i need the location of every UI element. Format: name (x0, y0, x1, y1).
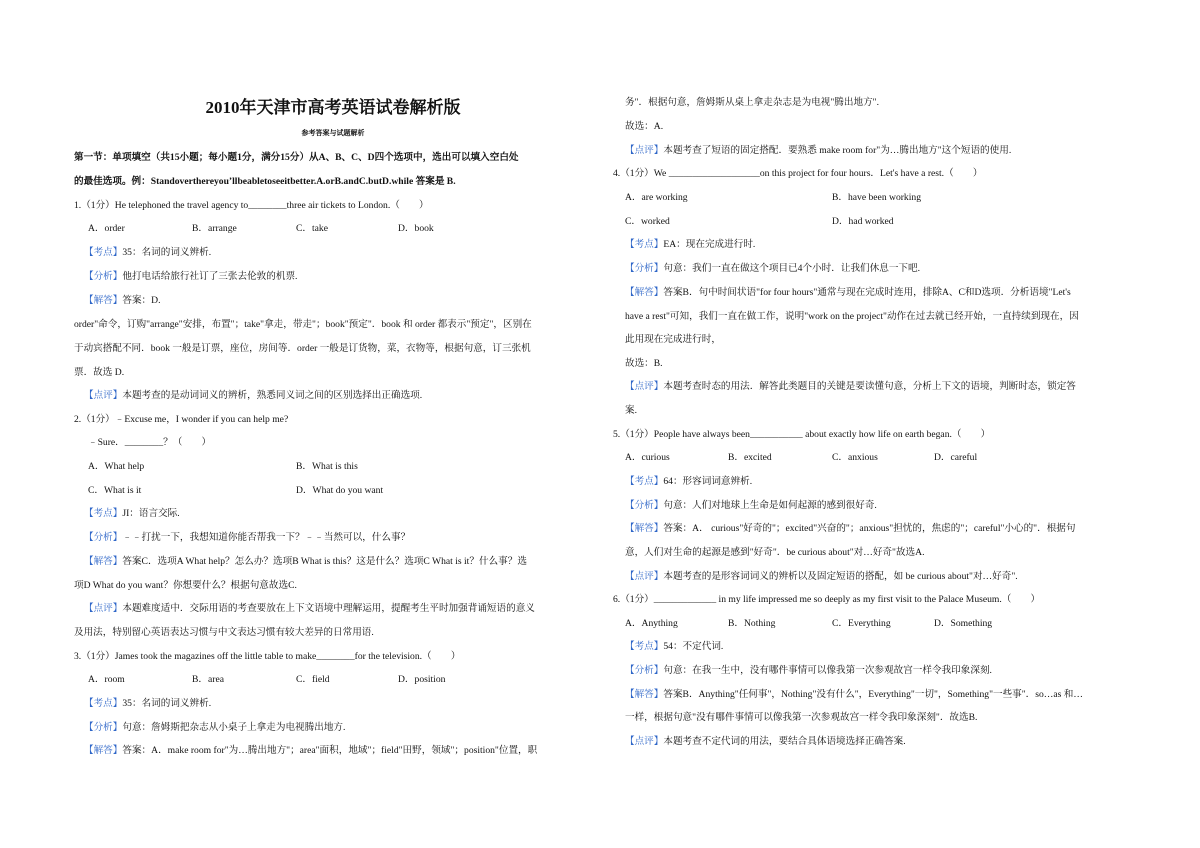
q4-option-c: C．worked (625, 216, 670, 227)
q6-option-d: D．Something (934, 618, 993, 629)
q5-option-b: B．excited (728, 452, 772, 463)
tag-fenxi: 【分析】 (84, 271, 123, 282)
q4-option-b: B．have been working (832, 192, 921, 203)
q4-kaodian: 【考点】EA：现在完成进行时. (625, 239, 756, 250)
tag-kaodian: 【考点】 (84, 247, 123, 258)
q2-option-b: B．What is this (296, 461, 358, 472)
q6-fenxi: 【分析】句意：在我一生中，没有哪件事情可以像我第一次参观故宫一样令我印象深刻. (625, 665, 992, 676)
q4-jieda-3: 此用现在完成进行时， (625, 334, 721, 345)
q3-option-c: C．field (296, 674, 330, 685)
q2-kaodian: 【考点】JI：语言交际. (84, 508, 180, 519)
q1-fenxi: 【分析】他打电话给旅行社订了三张去伦敦的机票. (84, 271, 298, 282)
q4-option-a: A．are working (625, 192, 688, 203)
q4-jieda-2: have a rest"可知，我们一直在做工作，说明"work on the project"动作在过去就已经开始，一直持续到现在，因 (625, 311, 1079, 322)
q1-stem: 1.（1分）He telephoned the travel agency to________three air tickets to London.（ ） (74, 200, 429, 211)
q4-options-row2 (625, 216, 1130, 228)
q3-options (88, 674, 592, 686)
section-heading: 第一节：单项填空（共15小题；每小题1分，满分15分）从A、B、C、D四个选项中，选出可以填入空白处 (74, 152, 519, 163)
q3-conclude: 故选：A. (625, 121, 664, 132)
q1-dianping: 【点评】本题考查的是动词词义的辨析，熟悉同义词之间的区别选择出正确选项. (84, 390, 423, 401)
q5-stem: 5.（1分）People have always been___________ about exactly how life on earth began.（ ） (613, 429, 991, 440)
q6-option-b: B．Nothing (728, 618, 776, 629)
q2-jieda: 【解答】答案C．选项A What help？怎么办？选项B What is this？这是什么？选项C What is it？什么事？选 (84, 556, 527, 567)
q2-fenxi: 【分析】﹣﹣打扰一下，我想知道你能否帮我一下？﹣﹣当然可以，什么事？ (84, 532, 411, 543)
q2-options-row2 (88, 485, 592, 497)
q5-jieda: 【解答】答案：A． curious"好奇的"；excited"兴奋的"；anxious"担忧的，焦虑的"；careful"小心的"．根据句 (625, 523, 1076, 534)
q5-option-a: A．curious (625, 452, 670, 463)
q1-detail-1: order"命令，订购"arrange"安排，布置"；take"拿走，带走"；book"预定"．book 和 order 都表示"预定"，区别在 (74, 319, 532, 330)
q6-jieda: 【解答】答案B．Anything"任何事"，Nothing"没有什么"，Everything"一切"，Something"一些事"．so…as 和… (625, 689, 1083, 700)
q5-option-d: D．careful (934, 452, 978, 463)
section-heading-2: 的最佳选项。例：Standoverthereyou’llbeabletoseeitbetter.A.orB.andC.butD.while 答案是 B. (74, 176, 456, 187)
q6-kaodian: 【考点】54：不定代词. (625, 641, 724, 652)
q3-jieda: 【解答】答案：A．make room for"为…腾出地方"；area"面积，地域"；field"田野，领域"；position"位置，职 (84, 745, 538, 756)
q6-dianping: 【点评】本题考查不定代词的用法，要结合具体语境选择正确答案. (625, 736, 906, 747)
q4-dianping-2: 案. (625, 405, 637, 416)
q3-jieda-cont: 务"．根据句意，詹姆斯从桌上拿走杂志是为电视"腾出地方". (625, 97, 879, 108)
q2-option-d: D．What do you want (296, 485, 384, 496)
q3-fenxi: 【分析】句意：詹姆斯把杂志从小桌子上拿走为电视腾出地方. (84, 722, 346, 733)
q2-stem: 2.（1分）﹣Excuse me，I wonder if you can help me? (74, 414, 289, 425)
q4-conclude: 故选：B. (625, 358, 663, 369)
q1-option-d: D．book (398, 223, 434, 234)
q5-fenxi: 【分析】句意：人们对地球上生命是如何起源的感到很好奇. (625, 500, 877, 511)
q1-options (88, 223, 592, 235)
q1-option-a: A．order (88, 223, 125, 234)
q1-detail-2: 于动宾搭配不同．book 一般是订票，座位，房间等．order 一般是订货物，菜，衣物等，根据句意，订三张机 (74, 343, 531, 354)
q1-kaodian: 【考点】35：名词的词义辨析. (84, 247, 212, 258)
q3-option-a: A．room (88, 674, 125, 685)
q5-kaodian: 【考点】64：形容词词意辨析. (625, 476, 753, 487)
q2-options-row1 (88, 461, 592, 473)
q2-option-a: A．What help (88, 461, 145, 472)
q5-jieda-2: 意，人们对生命的起源是感到"好奇"．be curious about"对…好奇"故选A. (625, 547, 925, 558)
q6-option-c: C．Everything (832, 618, 891, 629)
q1-option-c: C．take (296, 223, 328, 234)
q4-options-row1 (625, 192, 1130, 204)
q2-dianping: 【点评】本题难度适中．交际用语的考查要放在上下文语境中理解运用，提醒考生平时加强背诵短语的意义 (84, 603, 535, 614)
q1-jieda: 【解答】答案：D. (84, 295, 161, 306)
q6-stem: 6.（1分）_____________ in my life impressed me so deeply as my first visit to the Palace Museum.（ ） (613, 594, 1041, 605)
q4-jieda: 【解答】答案B．句中时间状语"for four hours"通常与现在完成时连用，排除A、C和D选项．分析语境"Let's (625, 287, 1071, 298)
q2-jieda-2: 项D What do you want？你想要什么？根据句意故选C. (74, 580, 297, 591)
q4-dianping: 【点评】本题考查时态的用法．解答此类题目的关键是要读懂句意，分析上下文的语境，判断时态，锁定答 (625, 381, 1076, 392)
page-subtitle: 参考答案与试题解析 (301, 129, 365, 137)
q4-option-d: D．had worked (832, 216, 894, 227)
q2-stem-2: ﹣Sure．________？（ ） (88, 437, 212, 448)
q4-fenxi: 【分析】句意：我们一直在做这个项目已4个小时．让我们休息一下吧. (625, 263, 921, 274)
q3-option-b: B．area (192, 674, 224, 685)
q4-stem: 4.（1分）We ___________________on this project for four hours．Let's have a rest.（ ） (613, 168, 983, 179)
q1-detail-3: 票．故选 D. (74, 367, 125, 378)
q3-kaodian: 【考点】35：名词的词义辨析. (84, 698, 212, 709)
q5-options (625, 452, 1130, 464)
tag-jieda: 【解答】 (84, 295, 123, 306)
page-title: 2010年天津市高考英语试卷解析版 (205, 98, 461, 117)
tag-dianping: 【点评】 (84, 390, 123, 401)
q2-dianping-2: 及用法，特别留心英语表达习惯与中文表达习惯有较大差异的日常用语. (74, 627, 374, 638)
q3-dianping: 【点评】本题考查了短语的固定搭配．要熟悉 make room for"为…腾出地方"这个短语的使用. (625, 145, 1012, 156)
q1-option-b: B．arrange (192, 223, 237, 234)
q6-options (625, 618, 1130, 630)
q3-option-d: D．position (398, 674, 446, 685)
q6-jieda-2: 一样，根据句意"没有哪件事情可以像我第一次参观故宫一样令我印象深刻"．故选B. (625, 712, 978, 723)
q5-dianping: 【点评】本题考查的是形容词词义的辨析以及固定短语的搭配，如 be curious about"对…好奇". (625, 571, 1018, 582)
q6-option-a: A．Anything (625, 618, 678, 629)
q2-option-c: C．What is it (88, 485, 142, 496)
q3-stem: 3.（1分）James took the magazines off the little table to make________for the television.（ ） (74, 651, 461, 662)
q5-option-c: C．anxious (832, 452, 878, 463)
